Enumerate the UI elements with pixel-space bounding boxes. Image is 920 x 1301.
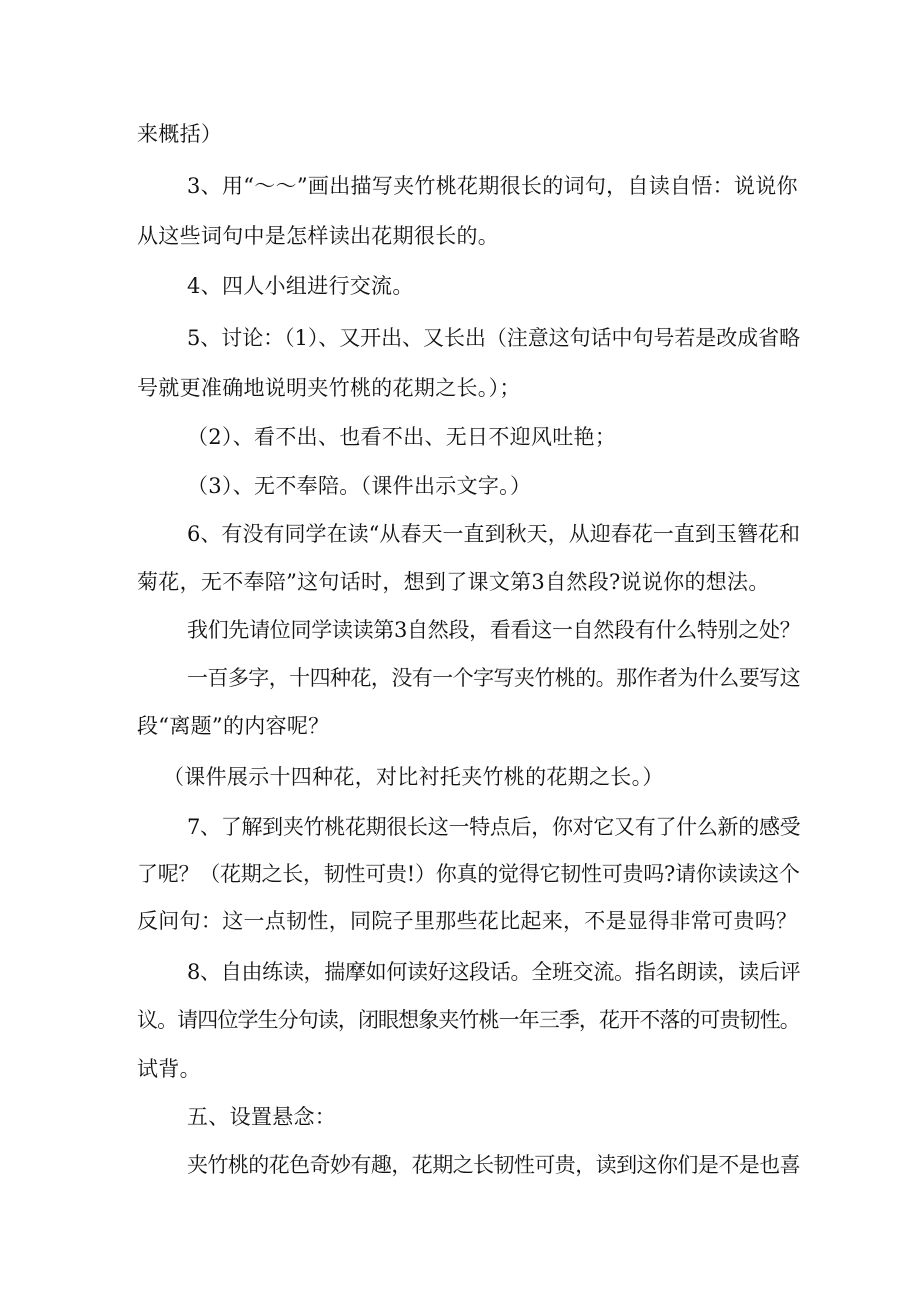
text-line: 8、自由练读，揣摩如何读好这段话。全班交流。指名朗读，读后评 — [187, 960, 801, 984]
text-line: 我们先请位同学读读第3自然段，看看这一自然段有什么特别之处？ — [187, 618, 801, 642]
text-line: 反问句：这一点韧性，同院子里那些花比起来，不是显得非常可贵吗？ — [137, 909, 798, 933]
text-line: 试背。 — [137, 1057, 201, 1081]
text-line: 7、了解到夹竹桃花期很长这一特点后，你对它又有了什么新的感受 — [187, 815, 801, 839]
text-line: 议。请四位学生分句读，闭眼想象夹竹桃一年三季，花开不落的可贵韧性。 — [137, 1008, 800, 1032]
text-line: （3）、无不奉陪。（课件出示文字。） — [187, 474, 532, 498]
text-line: 4、四人小组进行交流。 — [187, 274, 414, 298]
text-line: （2）、看不出、也看不出、无日不迎风吐艳； — [187, 425, 617, 449]
text-line: 菊花，无不奉陪”这句话时，想到了课文第3自然段?说说你的想法。 — [137, 570, 770, 594]
text-line: 5、讨论：（1）、又开出、又长出（注意这句话中句号若是改成省略 — [187, 326, 801, 350]
text-line: 6、有没有同学在读“从春天一直到秋天，从迎春花一直到玉簪花和 — [187, 522, 801, 546]
text-line: 夹竹桃的花色奇妙有趣，花期之长韧性可贵，读到这你们是不是也喜 — [187, 1153, 800, 1177]
section-heading: 五、设置悬念： — [187, 1105, 337, 1129]
text-line: 了呢？（花期之长，韧性可贵!）你真的觉得它韧性可贵吗?请你读读这个 — [137, 862, 800, 886]
text-line: （课件展示十四种花，对比衬托夹竹桃的花期之长。） — [163, 765, 664, 789]
text-line: 号就更准确地说明夹竹桃的花期之长。）； — [137, 376, 521, 400]
text-line: 一百多字，十四种花，没有一个字写夹竹桃的。那作者为什么要写这 — [187, 666, 800, 690]
text-line: 3、用“～～”画出描写夹竹桃花期很长的词句，自读自悟：说说你 — [187, 174, 798, 198]
text-line: 段“离题”的内容呢？ — [137, 714, 330, 738]
text-line: 从这些词句中是怎样读出花期很长的。 — [137, 224, 500, 248]
text-line: 来概括） — [137, 122, 223, 146]
